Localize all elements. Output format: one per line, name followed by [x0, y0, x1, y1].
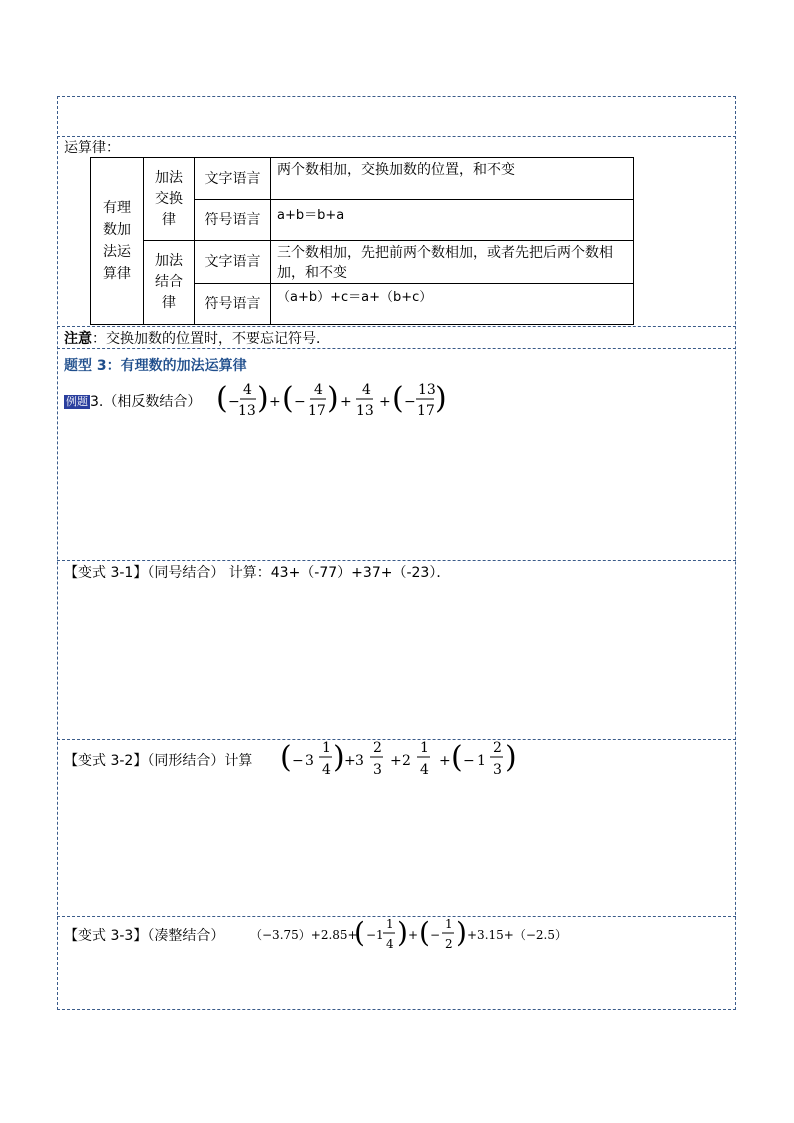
type-cell	[195, 284, 271, 325]
type-label: 文字语言	[204, 170, 261, 187]
whole: 3	[305, 753, 314, 769]
denominator: 4	[322, 762, 331, 778]
svg-text:): )	[333, 740, 345, 775]
svg-text:): )	[327, 381, 339, 416]
svg-text:(: (	[354, 916, 365, 949]
type-label: 符号语言	[204, 296, 261, 312]
svg-text:): )	[257, 381, 269, 416]
sign: −	[294, 394, 306, 410]
svg-text:+: +	[340, 394, 352, 410]
type-cell	[195, 158, 271, 200]
addition-laws-table	[90, 157, 634, 325]
numerator: 4	[362, 382, 371, 398]
denominator: 3	[493, 762, 502, 778]
whole: 2	[402, 753, 411, 769]
topic-title: 题型 3：有理数的加法运算律	[64, 358, 247, 374]
numerator: 1	[322, 740, 331, 756]
svg-text:): )	[456, 916, 467, 949]
denominator: 4	[420, 762, 429, 778]
denominator: 4	[386, 937, 394, 951]
law-name-cell	[144, 241, 195, 325]
variant-3-3-expression	[250, 914, 570, 958]
note-line	[64, 330, 330, 348]
svg-text:+: +	[439, 753, 451, 769]
law-formula: a+b＝b+a	[277, 208, 345, 223]
example-tag: 例题	[66, 395, 88, 408]
type-cell	[195, 200, 271, 241]
law-text: 两个数相加，交换加数的位置，和不变	[277, 162, 515, 178]
divider	[57, 560, 736, 561]
note-label: 注意	[64, 331, 92, 347]
law-name-cell	[144, 158, 195, 241]
divider	[57, 348, 736, 349]
svg-text:): )	[435, 381, 447, 416]
example-line	[64, 393, 201, 411]
type-label: 符号语言	[204, 212, 261, 228]
numerator: 2	[493, 740, 502, 756]
numerator: 13	[418, 382, 436, 398]
numerator: 4	[314, 382, 323, 398]
denominator: 17	[308, 403, 326, 419]
variant-3-3-label: 【变式 3-3】（凑整结合）	[64, 928, 225, 944]
note-text: ：交换加数的位置时，不要忘记符号．	[92, 331, 330, 347]
sign: −	[404, 394, 416, 410]
svg-text:+: +	[408, 928, 419, 942]
law-name: 加法结合律	[155, 253, 183, 311]
numerator: 4	[243, 382, 252, 398]
type-label: 文字语言	[204, 254, 261, 270]
sign: −	[430, 928, 441, 942]
type-cell	[195, 241, 271, 284]
category-cell	[91, 158, 144, 325]
variant-3-2-expression	[280, 738, 520, 782]
numerator: 2	[373, 740, 382, 756]
section-label: 运算律：	[64, 140, 120, 156]
mixed-number-whole: −1	[366, 928, 384, 942]
content-cell	[271, 241, 634, 284]
variant-3-2-label: 【变式 3-2】（同形结合）计算	[64, 753, 253, 769]
denominator: 13	[238, 403, 256, 419]
expression-start: （−3.75）+2.85+	[250, 928, 358, 942]
example-expression	[216, 380, 448, 422]
denominator: 17	[417, 403, 435, 419]
svg-text:(: (	[451, 740, 463, 775]
whole: 3	[355, 753, 364, 769]
expression-end: +3.15+（−2.5）	[467, 928, 567, 942]
svg-text:): )	[397, 916, 408, 949]
example-label: 3.（相反数结合）	[90, 394, 202, 410]
svg-text:+: +	[379, 394, 391, 410]
numerator: 1	[420, 740, 429, 756]
category-text: 有理数加法运算律	[103, 200, 131, 282]
variant-3-1: 【变式 3-1】（同号结合） 计算：43+（-77）+37+（-23）．	[64, 565, 451, 581]
svg-text:(: (	[392, 381, 404, 416]
content-cell	[271, 200, 634, 241]
divider	[57, 326, 736, 327]
denominator: 3	[373, 762, 382, 778]
content-cell	[271, 284, 634, 325]
paren: (	[216, 381, 228, 416]
divider	[57, 136, 736, 137]
whole: 1	[477, 753, 486, 769]
law-name: 加法交换律	[155, 169, 183, 228]
numerator: 1	[445, 917, 453, 931]
sign: −	[292, 753, 304, 769]
law-text: 三个数相加，先把前两个数相加，或者先把后两个数相加，和不变	[277, 245, 613, 281]
svg-text:+: +	[344, 753, 356, 769]
svg-text:(: (	[280, 740, 292, 775]
denominator: 13	[356, 403, 374, 419]
plus: +	[269, 394, 281, 410]
svg-text:): )	[505, 740, 517, 775]
svg-text:(: (	[419, 916, 430, 949]
numerator: 1	[386, 917, 394, 931]
svg-text:+: +	[390, 753, 402, 769]
sign: −	[463, 753, 475, 769]
denominator: 2	[445, 937, 453, 951]
content-cell	[271, 158, 634, 200]
svg-text:(: (	[282, 381, 294, 416]
law-formula: （a+b）+c＝a+（b+c）	[277, 290, 433, 305]
sign: −	[228, 394, 240, 410]
